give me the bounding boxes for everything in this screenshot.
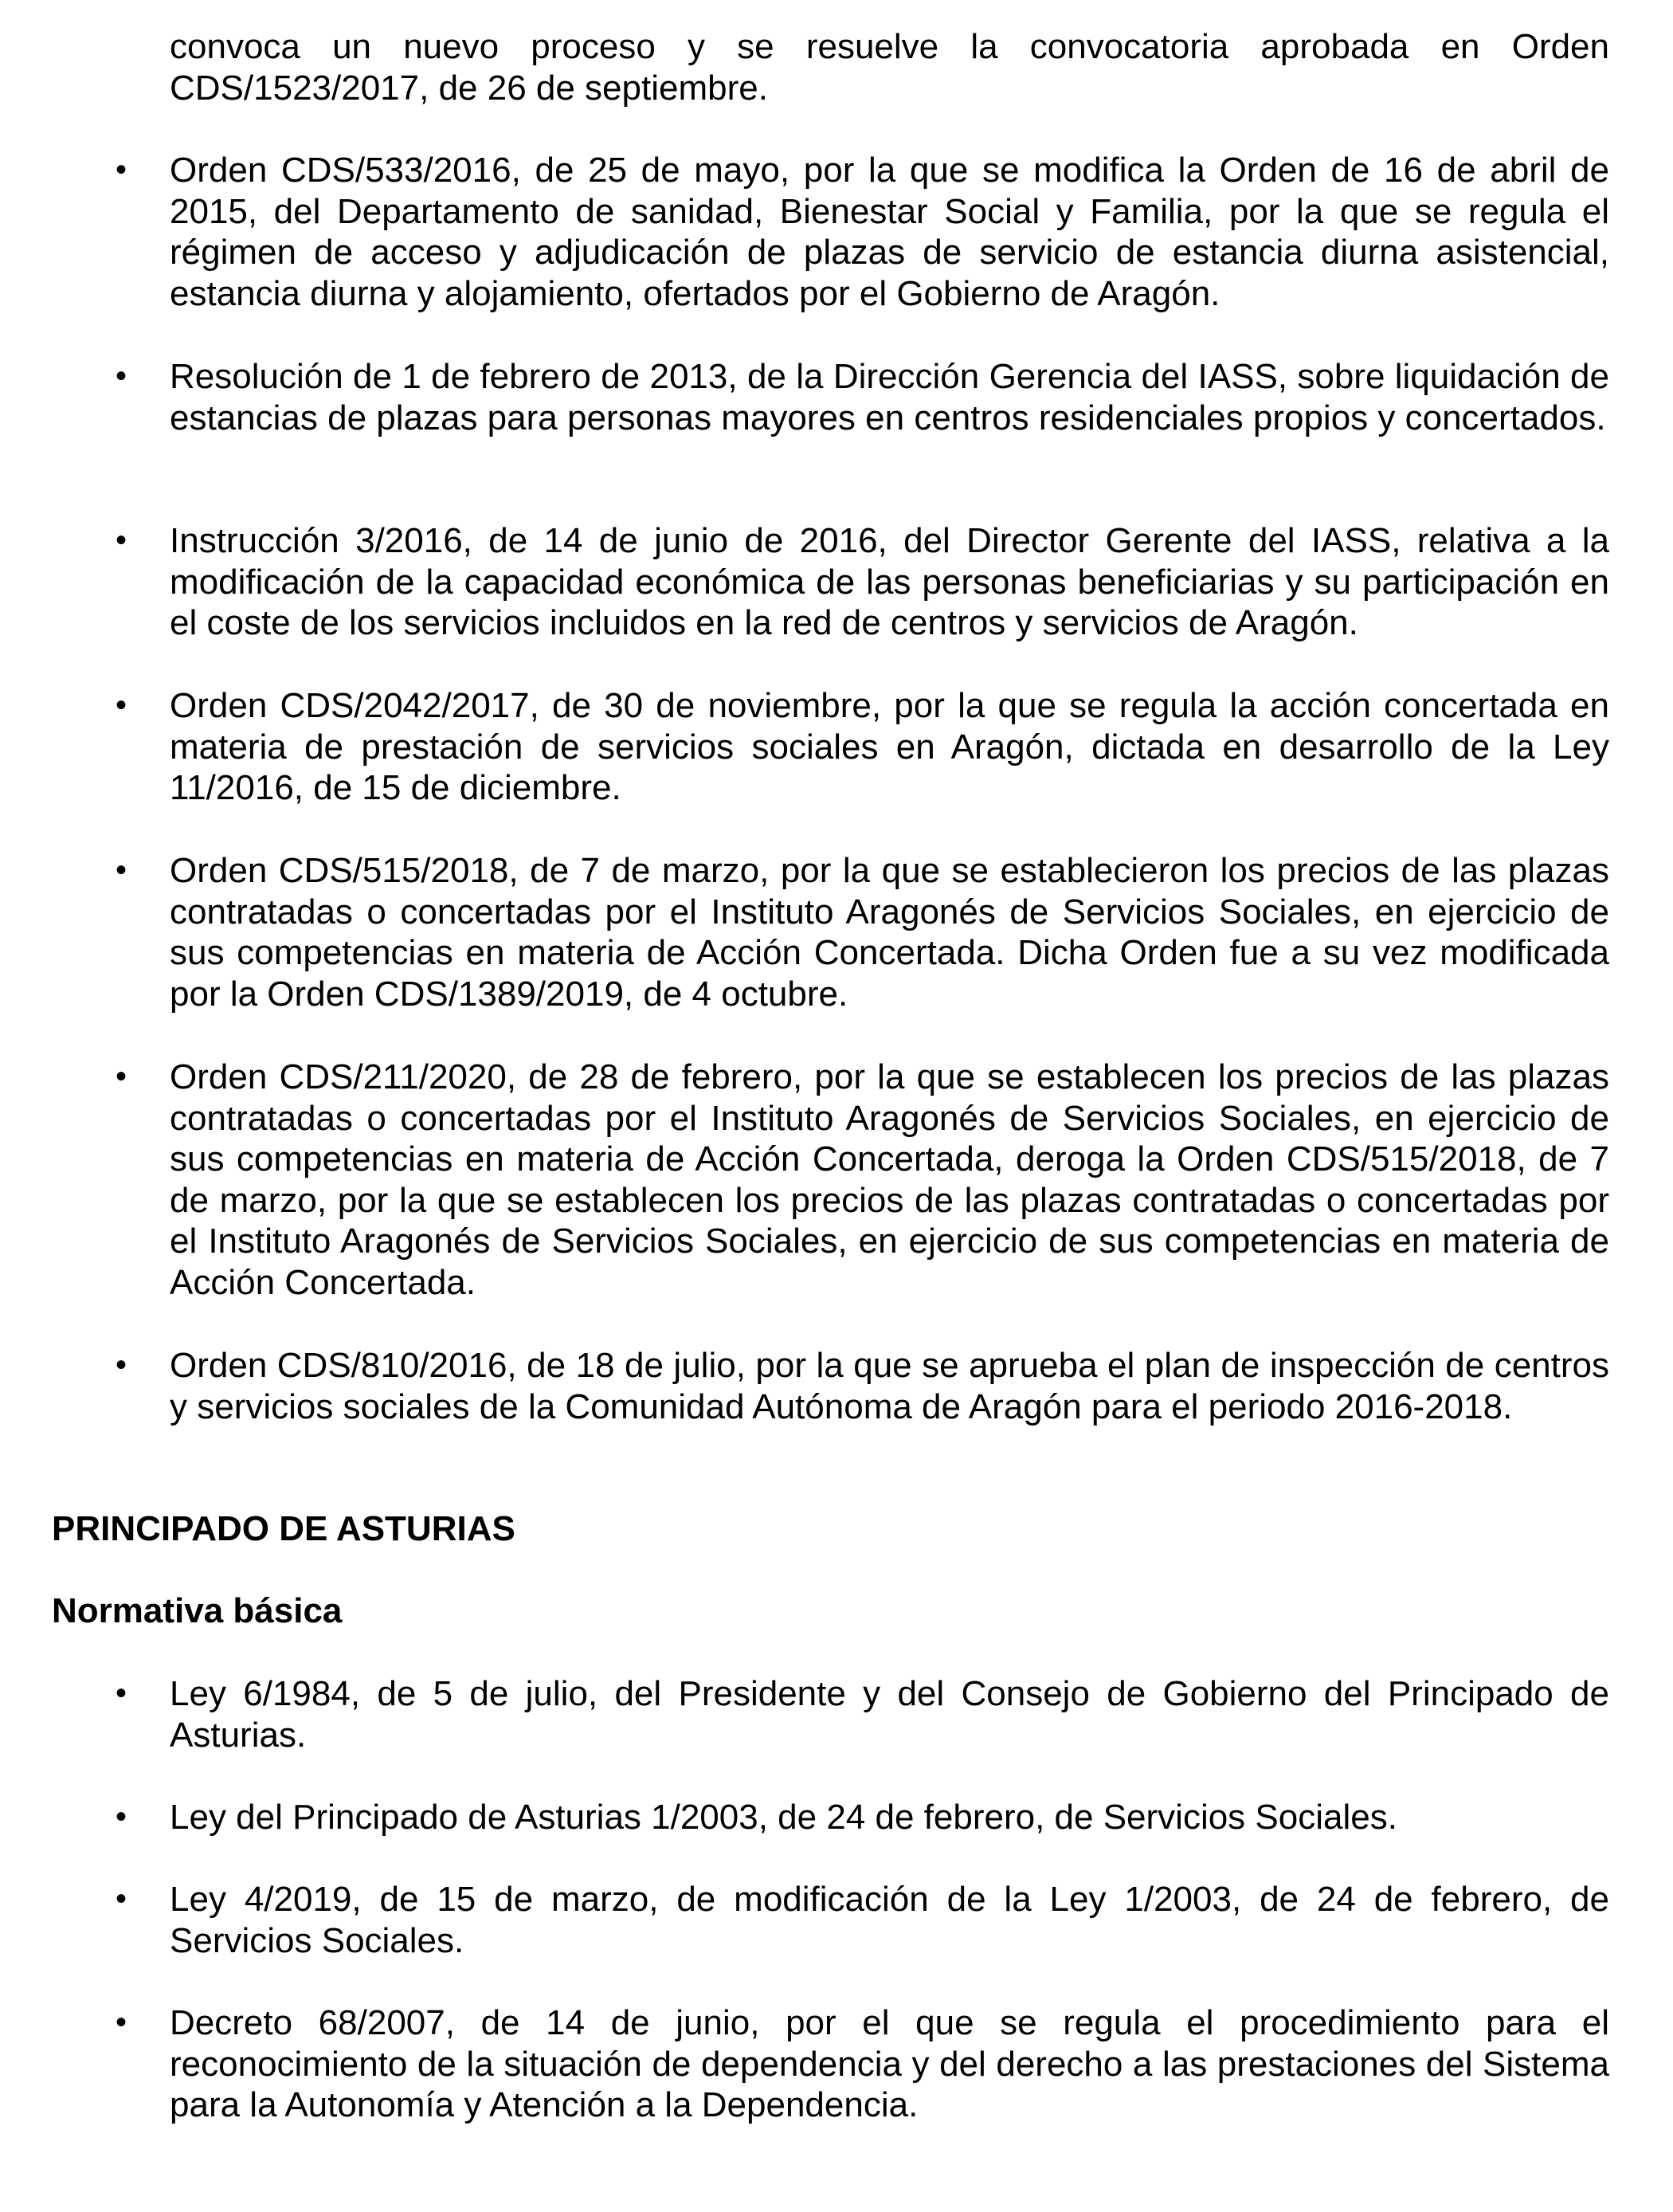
list-item-text: Orden CDS/2042/2017, de 30 de noviembre, por la que se regula la acción concertada en materia de prestación de servicios sociales en Aragón, dictada en desarrollo de la Ley 11/2016, de 15 de diciembre. (170, 686, 1609, 807)
bullet-icon: • (116, 359, 127, 394)
list-item (116, 1673, 1609, 1755)
list-item (116, 1797, 1609, 1838)
list-item-text: Decreto 68/2007, de 14 de junio, por el que se regula el procedimiento para el reconocimiento de la situación de dependencia y del derecho a las prestaciones del Sistema para la Autonomía y Atención a la Dependencia. (170, 2003, 1609, 2124)
list-item (116, 1057, 1609, 1303)
list-item (116, 685, 1609, 809)
list-item (116, 1879, 1609, 1961)
list-item-text: Ley del Principado de Asturias 1/2003, de 24 de febrero, de Servicios Sociales. (170, 1798, 1397, 1837)
list-item-text: Resolución de 1 de febrero de 2013, de la Dirección Gerencia del IASS, sobre liquidación de estancias de plazas para personas mayores en centros residenciales propios y concertados. (170, 357, 1609, 437)
list-item-text: Instrucción 3/2016, de 14 de junio de 2016, del Director Gerente del IASS, relativa a la modificación de la capacidad económica de las personas beneficiarias y su participación en el coste de los servicios incluidos en la red de centros y servicios de Aragón. (170, 521, 1609, 642)
list-item (116, 2002, 1609, 2126)
bullet-icon: • (116, 1676, 127, 1711)
list-item-text: Orden CDS/810/2016, de 18 de julio, por la que se aprueba el plan de inspección de centros y servicios sociales de la Comunidad Autónoma de Aragón para el periodo 2016-2018. (170, 1346, 1609, 1426)
list-item-text: Ley 6/1984, de 5 de julio, del Presidente y del Consejo de Gobierno del Principado de Asturias. (170, 1674, 1609, 1755)
section-heading: PRINCIPADO DE ASTURIAS (52, 1509, 515, 1548)
subsection-heading: Normativa básica (52, 1591, 343, 1630)
list-item-text: Orden CDS/533/2016, de 25 de mayo, por la que se modifica la Orden de 16 de abril de 2015, del Departamento de sanidad, Bienestar Social y Familia, por la que se regula el régimen de acceso y adjudicación de plazas de servicio de estancia diurna asistencial, estancia diurna y alojamiento, ofertados por el Gobierno de Aragón. (170, 151, 1609, 313)
bullet-icon: • (116, 1059, 127, 1094)
list-item (116, 1345, 1609, 1427)
bullet-icon: • (116, 688, 127, 723)
bullet-icon: • (116, 853, 127, 888)
list-item (116, 150, 1609, 314)
list-item (116, 850, 1609, 1014)
bullet-icon: • (116, 523, 127, 558)
bullet-icon: • (116, 152, 127, 187)
continuation-paragraph: convoca un nuevo proceso y se resuelve la convocatoria aprobada en Orden CDS/1523/2017, de 26 de septiembre. (170, 27, 1609, 108)
list-item-text: Ley 4/2019, de 15 de marzo, de modificación de la Ley 1/2003, de 24 de febrero, de Servicios Sociales. (170, 1880, 1609, 1960)
list-item-text: Orden CDS/515/2018, de 7 de marzo, por la que se establecieron los precios de las plazas contratadas o concertadas por el Instituto Aragonés de Servicios Sociales, en ejercicio de sus competencias en materia de Acción Concertada. Dicha Orden fue a su vez modificada por la Orden CDS/1389/2019, de 4 octubre. (170, 851, 1609, 1014)
list-item (116, 520, 1609, 644)
list-item (116, 356, 1609, 438)
list-item-text: Orden CDS/211/2020, de 28 de febrero, por la que se establecen los precios de las plazas contratadas o concertadas por el Instituto Aragonés de Servicios Sociales, en ejercicio de sus competencias en materia de Acción Concertada, deroga la Orden CDS/515/2018, de 7 de marzo, por la que se establecen los precios de las plazas contratadas o concertadas por el Instituto Aragonés de Servicios Sociales, en ejercicio de sus competencias en materia de Acción Concertada. (170, 1057, 1609, 1302)
bullet-icon: • (116, 2005, 127, 2040)
bullet-icon: • (116, 1799, 127, 1834)
bullet-icon: • (116, 1347, 127, 1382)
bullet-icon: • (116, 1881, 127, 1916)
